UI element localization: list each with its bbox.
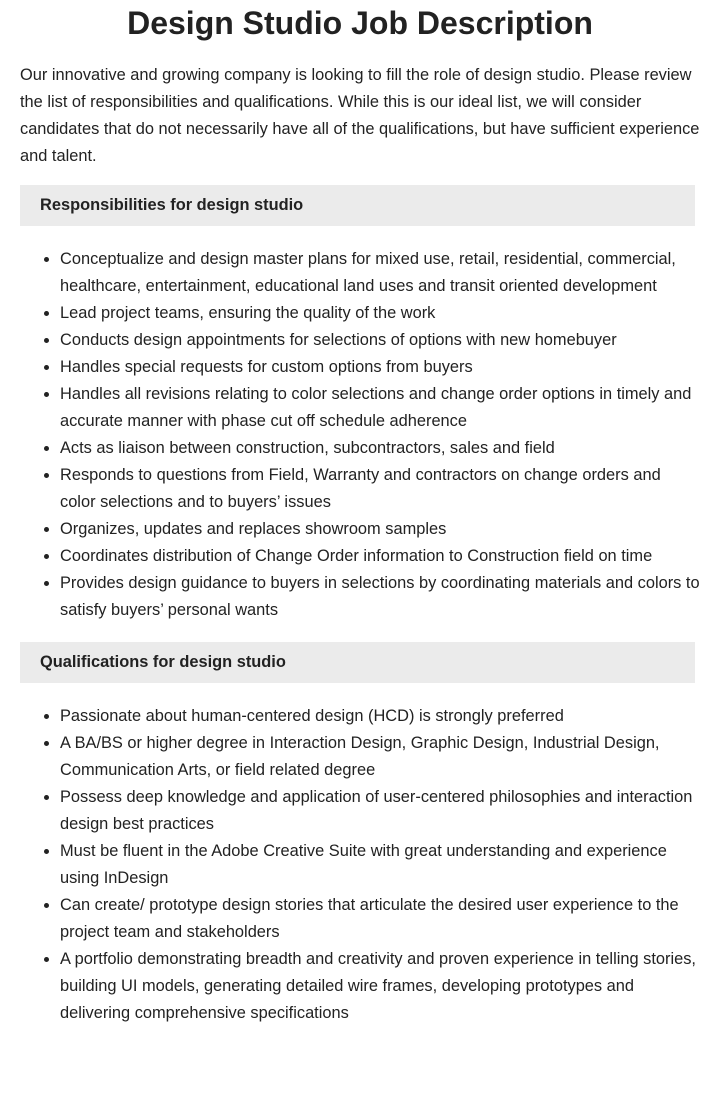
qualifications-list: [0, 703, 700, 1027]
list-item: • Responds to questions from Field, Warranty and contractors on change orders and color selections and to buyers’ issues: [60, 462, 700, 516]
intro-paragraph: Our innovative and growing company is looking to fill the role of design studio. Please review the list of responsibilities and qualifications. While this is our ideal list, we will consider candidates that do not necessarily have all of the qualifications, but have sufficient experience and talent.: [20, 66, 700, 165]
page-title: Design Studio Job Description: [127, 5, 593, 41]
list-item: • Conducts design appointments for selections of options with new homebuyer: [60, 327, 700, 354]
responsibilities-list: [0, 246, 700, 624]
list-item: • Possess deep knowledge and application of user-centered philosophies and interaction design best practices: [60, 784, 700, 838]
list-item: • Lead project teams, ensuring the quality of the work: [60, 300, 700, 327]
list-item: • Handles special requests for custom options from buyers: [60, 354, 700, 381]
responsibilities-heading: Responsibilities for design studio: [20, 185, 695, 226]
list-item: • A portfolio demonstrating breadth and creativity and proven experience in telling stories, building UI models, generating detailed wire frames, developing prototypes and delivering comprehensive specifications: [60, 946, 700, 1027]
list-item: • Must be fluent in the Adobe Creative Suite with great understanding and experience using InDesign: [60, 838, 700, 892]
list-item: • Provides design guidance to buyers in selections by coordinating materials and colors to satisfy buyers’ personal wants: [60, 570, 700, 624]
list-item: • Coordinates distribution of Change Order information to Construction field on time: [60, 543, 700, 570]
list-item: • Handles all revisions relating to color selections and change order options in timely and accurate manner with phase cut off schedule adherence: [60, 381, 700, 435]
list-item: • Organizes, updates and replaces showroom samples: [60, 516, 700, 543]
list-item: • Passionate about human-centered design (HCD) is strongly preferred: [60, 703, 700, 730]
list-item: • A BA/BS or higher degree in Interaction Design, Graphic Design, Industrial Design, Communication Arts, or field related degree: [60, 730, 700, 784]
list-item: • Conceptualize and design master plans for mixed use, retail, residential, commercial, healthcare, entertainment, educational land uses and transit oriented development: [60, 246, 700, 300]
list-item: • Acts as liaison between construction, subcontractors, sales and field: [60, 435, 700, 462]
qualifications-heading: Qualifications for design studio: [20, 642, 695, 683]
list-item: • Can create/ prototype design stories that articulate the desired user experience to the project team and stakeholders: [60, 892, 700, 946]
